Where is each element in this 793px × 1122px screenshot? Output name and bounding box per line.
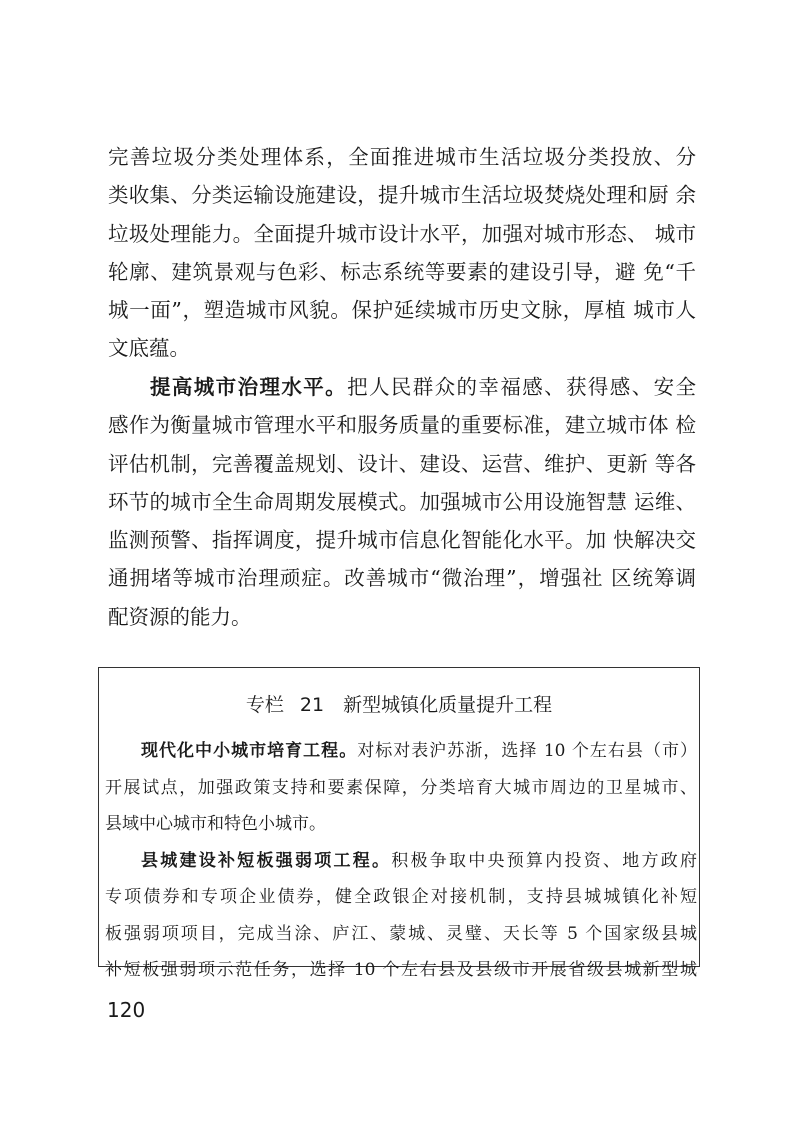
text-line: 专项债券和专项企业债券，健全政银企对接机制，支持县城城镇化补短 (105, 887, 697, 907)
text-line: 环节的城市全生命周期发展模式。加强城市公用设施智慧 运维、 (108, 489, 696, 514)
paragraph-urban-governance (108, 368, 696, 636)
item-lead: 县城建设补短板强弱项工程。 (141, 850, 392, 871)
text-line: 监测预警、指挥调度，提升城市信息化智能化水平。加 快解决交 (108, 528, 696, 553)
box-title: 专栏 21 新型城镇化质量提升工程 (245, 694, 553, 716)
feature-box (98, 667, 700, 980)
box-body (105, 733, 697, 989)
text-line (105, 843, 697, 880)
text-line: 完善垃圾分类处理体系，全面推进城市生活垃圾分类投放、分 (108, 145, 696, 169)
page-number: 120 (107, 998, 146, 1022)
text-line: 垃圾处理能力。全面提升城市设计水平，加强对城市形态、 城市 (108, 221, 696, 246)
text-span: 积极争取中央预算内投资、地方政府 (391, 850, 697, 871)
text-line: 轮廓、建筑景观与色彩、标志系统等要素的建设引导，避 免“千 (108, 259, 696, 284)
text-line (105, 733, 697, 770)
text-line (108, 368, 696, 406)
text-line: 感作为衡量城市管理水平和服务质量的重要标准，建立城市体 检 (108, 413, 696, 438)
text-line: 补短板强弱项示范任务，选择 10 个左右县及县级市开展省级县城新型城 (105, 960, 697, 980)
paragraph-lead: 提高城市治理水平。 (150, 375, 348, 399)
text-line: 县域中心城市和特色小城市。 (105, 814, 326, 834)
text-line: 通拥堵等城市治理顽症。改善城市“微治理”，增强社 区统筹调 (108, 566, 696, 591)
paragraph-urban-design (108, 138, 696, 368)
item-lead: 现代化中小城市培育工程。 (141, 741, 358, 761)
text-line: 评估机制，完善覆盖规划、设计、建设、运营、维护、更新 等各 (108, 451, 696, 476)
text-line: 城一面”，塑造城市风貌。保护延续城市历史文脉，厚植 城市人 (108, 298, 696, 323)
text-line: 板强弱项项目，完成当涂、庐江、蒙城、灵璧、天长等 5 个国家级县城 (105, 923, 697, 944)
text-span: 对标对表沪苏浙，选择 10 个左右县（市） (357, 741, 697, 761)
text-line: 开展试点，加强政策支持和要素保障，分类培育大城市周边的卫星城市、 (105, 777, 697, 798)
text-line: 类收集、分类运输设施建设，提升城市生活垃圾焚烧处理和厨 余 (108, 183, 696, 208)
text-line: 配资源的能力。 (108, 604, 252, 629)
text-line: 文底蕴。 (108, 336, 190, 361)
text-span: 把人民群众的幸福感、获得感、安全 (347, 375, 696, 399)
